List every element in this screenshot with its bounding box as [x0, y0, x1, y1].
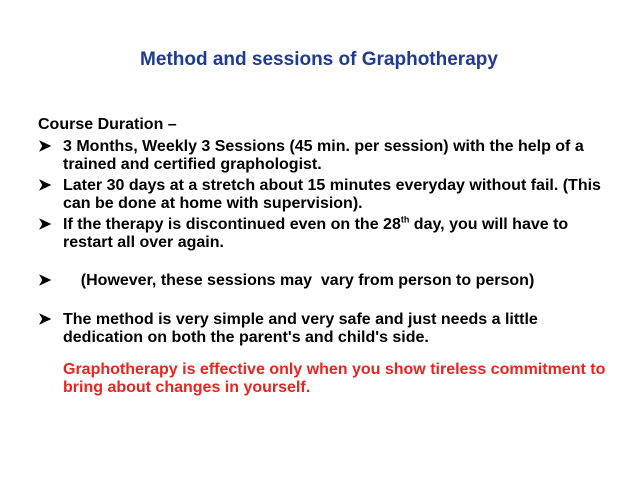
arrowhead-bullet-icon: ➤	[38, 216, 52, 233]
bullet-item-duration	[38, 138, 618, 174]
course-duration-heading: Course Duration –	[38, 116, 177, 133]
bullet-text: (However, these sessions may vary from person to person)	[63, 272, 535, 289]
bullet-text-post: day, you will have to restart all over again.	[63, 216, 569, 251]
arrowhead-bullet-icon: ➤	[38, 311, 52, 328]
bullet-item-however	[38, 272, 618, 290]
slide-content	[38, 116, 618, 397]
ordinal-suffix: th	[400, 214, 410, 225]
bullet-text: 3 Months, Weekly 3 Sessions (45 min. per session) with the help of a trained and certified graphologist.	[63, 138, 584, 173]
bullet-item-later-days	[38, 177, 618, 213]
arrowhead-bullet-icon: ➤	[38, 177, 52, 194]
slide-title: Method and sessions of Graphotherapy	[140, 49, 498, 70]
bullet-text-pre: If the therapy is discontinued even on the 28	[63, 216, 401, 233]
bullet-text: The method is very simple and very safe and just needs a little dedication on both the parent's and child's side.	[63, 311, 538, 346]
bullet-item-method	[38, 311, 618, 347]
bullet-text: Later 30 days at a stretch about 15 minutes everyday without fail. (This can be done at home with supervision).	[63, 177, 601, 212]
arrowhead-bullet-icon: ➤	[38, 272, 52, 289]
bullet-item-discontinued	[38, 216, 618, 252]
highlight-statement: Graphotherapy is effective only when you show tireless commitment to bring about changes in yourself.	[63, 361, 606, 396]
arrowhead-bullet-icon: ➤	[38, 138, 52, 155]
